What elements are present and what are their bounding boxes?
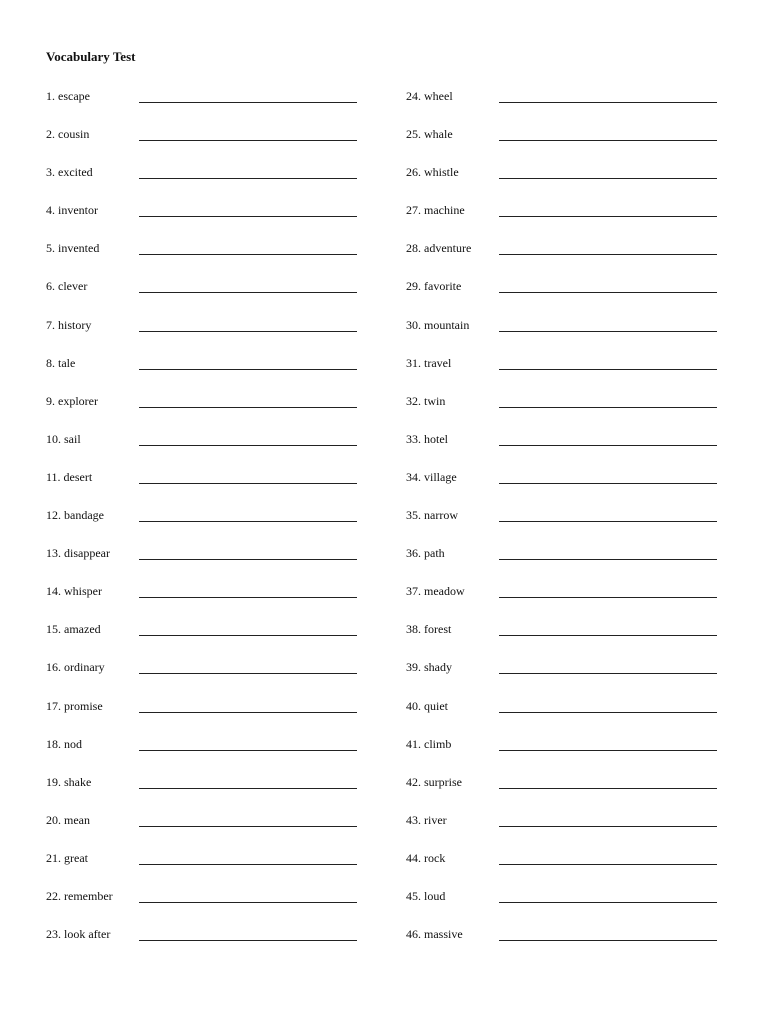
vocab-item <box>46 126 386 164</box>
vocab-item <box>406 545 746 583</box>
answer-blank-line[interactable] <box>139 750 357 751</box>
answer-blank-line[interactable] <box>499 407 717 408</box>
vocab-word: 21. great <box>46 850 88 865</box>
answer-blank-line[interactable] <box>499 940 717 941</box>
answer-blank-line[interactable] <box>499 140 717 141</box>
vocab-item <box>406 659 746 697</box>
answer-blank-line[interactable] <box>499 559 717 560</box>
vocab-item <box>406 469 746 507</box>
answer-blank-line[interactable] <box>139 216 357 217</box>
answer-blank-line[interactable] <box>499 864 717 865</box>
vocab-item <box>406 355 746 393</box>
answer-blank-line[interactable] <box>139 407 357 408</box>
vocab-word: 25. whale <box>406 127 453 142</box>
answer-blank-line[interactable] <box>499 750 717 751</box>
vocab-word: 11. desert <box>46 469 93 484</box>
vocab-item <box>46 355 386 393</box>
answer-blank-line[interactable] <box>139 178 357 179</box>
vocab-word: 23. look after <box>46 927 111 942</box>
vocab-item <box>406 393 746 431</box>
vocab-word: 40. quiet <box>406 698 448 713</box>
answer-blank-line[interactable] <box>139 902 357 903</box>
answer-blank-line[interactable] <box>139 559 357 560</box>
answer-blank-line[interactable] <box>139 483 357 484</box>
vocab-word: 3. excited <box>46 165 93 180</box>
answer-blank-line[interactable] <box>139 331 357 332</box>
vocab-item <box>46 659 386 697</box>
vocab-item <box>406 202 746 240</box>
vocab-item <box>406 507 746 545</box>
answer-blank-line[interactable] <box>499 369 717 370</box>
vocab-item <box>46 888 386 926</box>
vocab-item <box>406 888 746 926</box>
vocab-word: 28. adventure <box>406 241 472 256</box>
vocab-word: 17. promise <box>46 698 103 713</box>
vocab-word: 26. whistle <box>406 165 459 180</box>
vocab-item <box>406 164 746 202</box>
vocab-item <box>46 202 386 240</box>
vocab-item <box>406 431 746 469</box>
vocab-word: 46. massive <box>406 927 463 942</box>
answer-blank-line[interactable] <box>139 292 357 293</box>
vocab-item <box>406 278 746 316</box>
vocab-word: 13. disappear <box>46 546 110 561</box>
vocab-word: 24. wheel <box>406 89 453 103</box>
vocab-item <box>406 317 746 355</box>
vocab-word: 44. rock <box>406 850 446 865</box>
vocab-word: 6. clever <box>46 279 88 294</box>
vocab-word: 12. bandage <box>46 508 104 523</box>
vocab-item <box>406 812 746 850</box>
vocab-item <box>46 736 386 774</box>
answer-blank-line[interactable] <box>139 521 357 522</box>
answer-blank-line[interactable] <box>499 102 717 103</box>
vocab-word: 4. inventor <box>46 203 98 218</box>
vocab-item <box>46 317 386 355</box>
vocab-item <box>406 88 746 126</box>
page-title: Vocabulary Test <box>46 49 136 64</box>
answer-blank-line[interactable] <box>499 292 717 293</box>
vocab-word: 5. invented <box>46 241 100 256</box>
vocab-word: 14. whisper <box>46 584 102 599</box>
vocab-word: 32. twin <box>406 393 446 408</box>
vocab-word: 29. favorite <box>406 279 462 294</box>
answer-blank-line[interactable] <box>499 902 717 903</box>
vocab-item <box>46 545 386 583</box>
vocab-item <box>46 88 386 126</box>
vocab-item <box>46 774 386 812</box>
vocab-item <box>406 850 746 888</box>
vocab-word: 9. explorer <box>46 393 98 408</box>
answer-blank-line[interactable] <box>499 483 717 484</box>
answer-blank-line[interactable] <box>499 521 717 522</box>
vocab-word: 22. remember <box>46 888 113 903</box>
vocab-item <box>46 164 386 202</box>
vocab-word: 10. sail <box>46 431 81 446</box>
answer-blank-line[interactable] <box>499 178 717 179</box>
answer-blank-line[interactable] <box>499 788 717 789</box>
vocab-column-right <box>406 88 746 964</box>
vocab-word: 34. village <box>406 469 457 484</box>
vocab-item <box>46 507 386 545</box>
answer-blank-line[interactable] <box>499 597 717 598</box>
vocab-item <box>46 469 386 507</box>
vocab-column-left <box>46 88 386 964</box>
vocab-word: 38. forest <box>406 622 452 637</box>
vocab-word: 41. climb <box>406 736 452 751</box>
vocab-word: 16. ordinary <box>46 660 105 675</box>
vocab-item <box>46 393 386 431</box>
vocab-word: 20. mean <box>46 812 90 827</box>
answer-blank-line[interactable] <box>499 673 717 674</box>
answer-blank-line[interactable] <box>499 216 717 217</box>
vocab-word: 2. cousin <box>46 127 90 142</box>
vocab-item <box>46 278 386 316</box>
answer-blank-line[interactable] <box>139 788 357 789</box>
answer-blank-line[interactable] <box>499 635 717 636</box>
vocab-item <box>406 126 746 164</box>
vocab-word: 37. meadow <box>406 584 465 599</box>
vocab-word: 45. loud <box>406 888 446 903</box>
vocab-item <box>406 621 746 659</box>
vocab-word: 39. shady <box>406 660 452 675</box>
answer-blank-line[interactable] <box>499 445 717 446</box>
vocab-item <box>406 736 746 774</box>
vocab-word: 7. history <box>46 317 92 332</box>
vocab-item <box>46 812 386 850</box>
vocab-word: 35. narrow <box>406 508 458 523</box>
answer-blank-line[interactable] <box>139 940 357 941</box>
vocab-item <box>406 774 746 812</box>
answer-blank-line[interactable] <box>499 826 717 827</box>
vocab-word: 27. machine <box>406 203 465 218</box>
vocab-item <box>406 698 746 736</box>
vocab-item <box>406 926 746 964</box>
vocab-word: 18. nod <box>46 736 82 751</box>
vocab-item <box>46 698 386 736</box>
answer-blank-line[interactable] <box>139 712 357 713</box>
vocab-word: 43. river <box>406 812 447 827</box>
vocab-item <box>46 431 386 469</box>
answer-blank-line[interactable] <box>139 826 357 827</box>
vocab-item <box>406 240 746 278</box>
answer-blank-line[interactable] <box>499 712 717 713</box>
vocab-word: 36. path <box>406 546 445 561</box>
vocab-word: 31. travel <box>406 355 452 370</box>
vocab-word: 8. tale <box>46 355 76 370</box>
answer-blank-line[interactable] <box>139 140 357 141</box>
vocab-word: 1. escape <box>46 89 90 103</box>
vocab-item <box>46 240 386 278</box>
vocab-word: 42. surprise <box>406 774 462 789</box>
vocab-word: 30. mountain <box>406 317 470 332</box>
answer-blank-line[interactable] <box>139 673 357 674</box>
vocab-word: 19. shake <box>46 774 92 789</box>
answer-blank-line[interactable] <box>139 864 357 865</box>
answer-blank-line[interactable] <box>139 369 357 370</box>
vocab-item <box>406 583 746 621</box>
vocab-item <box>46 850 386 888</box>
answer-blank-line[interactable] <box>139 445 357 446</box>
vocab-item <box>46 926 386 964</box>
vocab-word: 33. hotel <box>406 431 448 446</box>
vocab-word: 15. amazed <box>46 622 101 637</box>
answer-blank-line[interactable] <box>139 597 357 598</box>
answer-blank-line[interactable] <box>499 331 717 332</box>
answer-blank-line[interactable] <box>499 254 717 255</box>
answer-blank-line[interactable] <box>139 635 357 636</box>
vocab-item <box>46 621 386 659</box>
vocab-item <box>46 583 386 621</box>
answer-blank-line[interactable] <box>139 102 357 103</box>
answer-blank-line[interactable] <box>139 254 357 255</box>
